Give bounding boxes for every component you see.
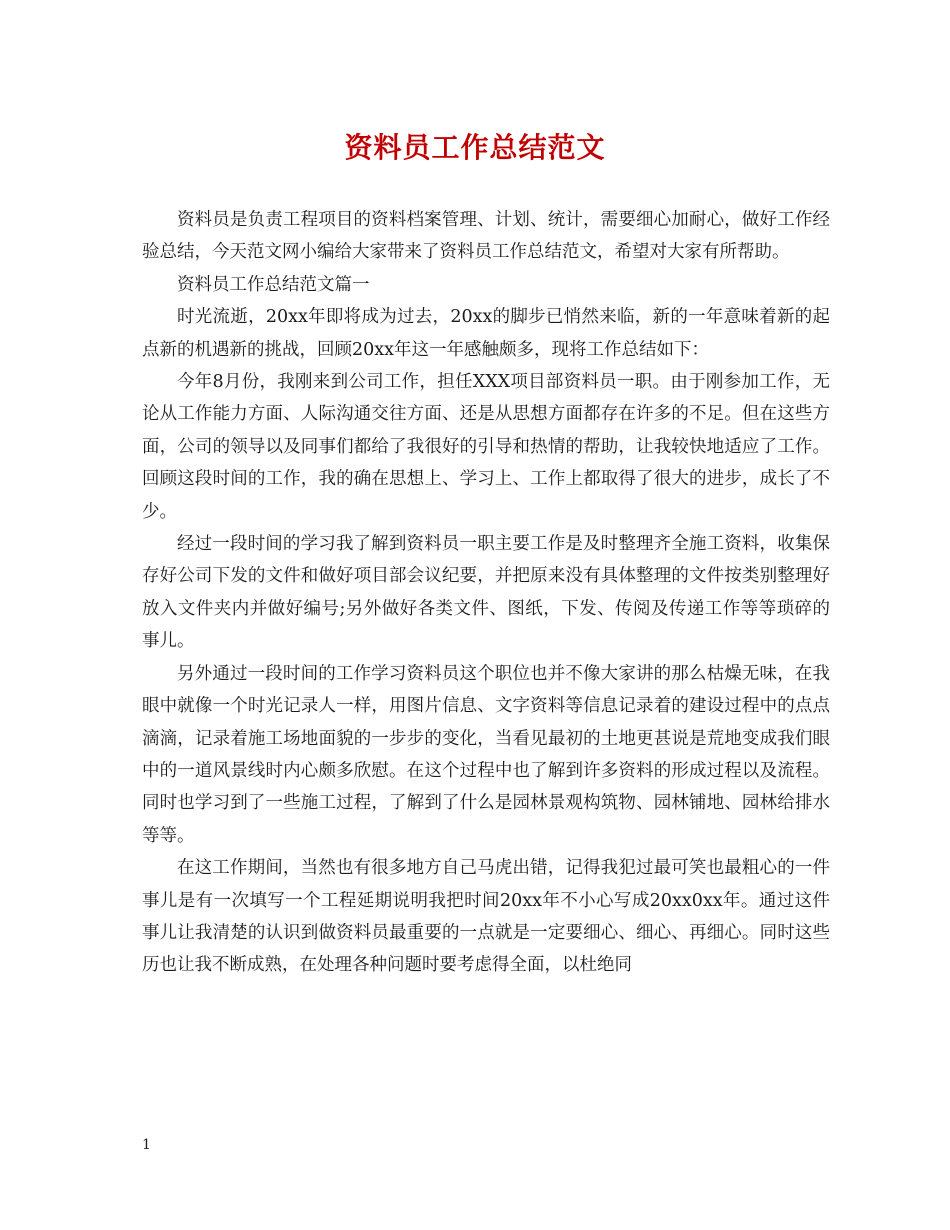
paragraph: 时光流逝，20xx年即将成为过去，20xx的脚步已悄然来临，新的一年意味着新的起点新的机遇新的挑战，回顾20xx年这一年感触颇多，现将工作总结如下： xyxy=(142,307,830,360)
paragraph: 另外通过一段时间的工作学习资料员这个职位也并不像大家讲的那么枯燥无味，在我眼中就像一个时光记录人一样，用图片信息、文字资料等信息记录着的建设过程中的点点滴滴，记录着施工场地面貌的一步步的变化，当看见最初的土地更甚说是荒地变成我们眼中的一道风景线时内心颇多欣慰。在这个过程中也了解到许多资料的形成过程以及流程。同时也学习到了一些施工过程，了解到了什么是园林景观构筑物、园林铺地、园林给排水等等。 xyxy=(142,663,830,846)
paragraph: 今年8月份，我刚来到公司工作，担任XXX项目部资料员一职。由于刚参加工作，无论从工作能力方面、人际沟通交往方面、还是从思想方面都存在许多的不足。但在这些方面，公司的领导以及同事们都给了我很好的引导和热情的帮助，让我较快地适应了工作。回顾这段时间的工作，我的确在思想上、学习上、工作上都取得了很大的进步，成长了不少。 xyxy=(142,372,830,522)
paragraph: 在这工作期间，当然也有很多地方自己马虎出错，记得我犯过最可笑也最粗心的一件事儿是有一次填写一个工程延期说明我把时间20xx年不小心写成20xx0xx年。通过这件事儿让我清楚的认识到做资料员最重要的一点就是一定要细心、细心、再细心。同时这些历也让我不断成熟，在处理各种问题时要考虑得全面，以杜绝同 xyxy=(142,858,830,976)
document-body xyxy=(142,204,830,982)
page-number: 1 xyxy=(142,1137,151,1153)
paragraph-intro: 资料员是负责工程项目的资料档案管理、计划、统计，需要细心加耐心，做好工作经验总结，今天范文网小编给大家带来了资料员工作总结范文，希望对大家有所帮助。 xyxy=(142,210,830,263)
paragraph: 经过一段时间的学习我了解到资料员一职主要工作是及时整理齐全施工资料，收集保存好公司下发的文件和做好项目部会议纪要，并把原来没有具体整理的文件按类别整理好放入文件夹内并做好编号;另外做好各类文件、图纸，下发、传阅及传递工作等等琐碎的事儿。 xyxy=(142,534,830,652)
document-title: 资料员工作总结范文 xyxy=(344,131,606,164)
section-heading: 资料员工作总结范文篇一 xyxy=(177,274,370,295)
